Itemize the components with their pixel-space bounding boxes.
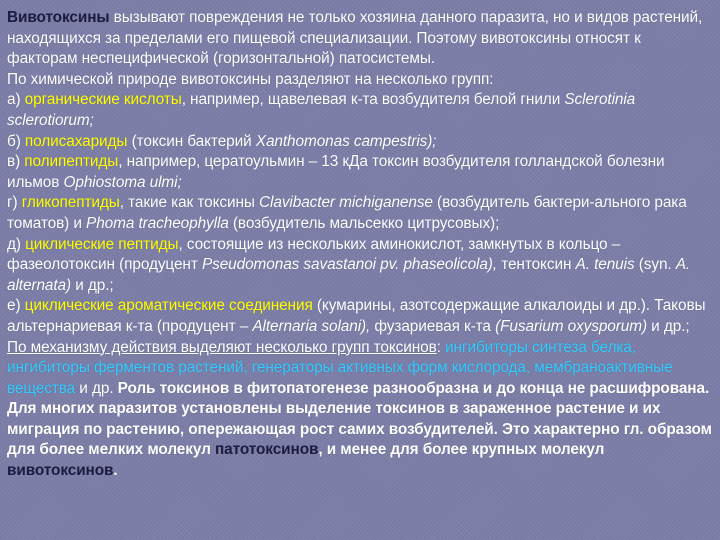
list-item-a [7,90,715,131]
item-a-text: , например, щавелевая к-та возбудителя белой гнили [181,91,565,109]
species-alternaria: Alternaria solani), [252,317,371,335]
mechanism-end: и др. [75,379,118,397]
item-d-prefix: д) [7,235,26,253]
term-organic-acids: органические кислоты [24,91,182,109]
species-a-tenuis: A. tenuis [575,256,635,274]
species-a-alternata: A. alternata) [7,256,691,294]
item-a-prefix: а) [7,91,25,109]
item-d-text: , состоящие из нескольких аминокислот, замкнутых в кольцо – фазеолотоксин (продуцент [7,235,621,274]
species-sclerotinia: Sclerotinia sclerotiorum; [7,91,636,129]
item-e-text: (кумарины, азотсодержащие алкалоиды и др.). Таковы альтернариевая к-та (продуцент – [7,297,706,335]
item-g-text3: (возбудитель мальсекко цитрусовых); [228,214,500,232]
species-phoma: Phoma tracheophylla [86,214,229,232]
paragraph-mechanism [7,338,715,482]
item-g-text: , такие как токсины [119,194,260,212]
species-clavibacter: Clavibacter michiganense [259,194,433,212]
list-item-g [7,193,715,234]
term-polysaccharides: полисахариды [24,132,128,150]
role-text: Роль токсинов в фитопатогенезе разнообразна и до конца не расшифрована. Для многих паразитов установлены выделение токсинов в зараженное растение и их миграция по растению, опережающая рост самих возбудителей. Это характерно гл. образом для более мелких молекул [7,379,712,459]
role-end: . [113,462,118,480]
title-term: Вивотоксины [7,9,110,26]
role-mid: , и менее для более крупных молекул [318,441,605,459]
intro-text: вызывают повреждения не только хозяина данного паразита, но и видов растений, находящихся за пределами его пищевой специализации. Поэтому вивотоксины относят к факторам неспецифической (горизонтальной) патосистемы. [7,9,703,68]
item-e-text2: фузариевая к-та [370,317,496,335]
item-e-prefix: е) [7,297,25,315]
term-cyclic-peptides: циклические пептиды [25,235,179,253]
item-d-text4: и др.; [71,276,114,294]
species-pseudomonas: Pseudomonas savastanoi pv. phaseolicola), [201,256,498,274]
item-g-prefix: г) [7,194,22,212]
item-b-prefix: б) [7,132,25,150]
item-e-text3: и др.; [647,317,690,335]
list-item-e [7,296,715,337]
list-item-d [7,235,715,297]
item-b-text: (токсин бактерий [127,132,256,150]
term-pathotoxins: патотоксинов [214,441,319,459]
species-xanthomonas: Xanthomonas campestris); [255,132,437,150]
list-item-b [7,132,715,153]
term-glycopeptides: гликопептиды [21,194,120,212]
slide-body [7,8,715,482]
species-ophiostoma: Ophiostoma ulmi; [63,173,182,191]
mechanism-heading: По механизму действия выделяют несколько групп токсинов [7,338,437,356]
term-vivotoxins: вивотоксинов [7,462,114,480]
paragraph-intro [7,8,715,70]
item-g-text2: (возбудитель бактери-ального рака томатов) и [7,194,687,232]
item-d-text2: тентоксин [497,256,576,274]
list-item-v [7,152,715,193]
item-d-text3: (syn. [634,256,676,274]
term-cyclic-aromatic: циклические ароматические соединения [24,297,313,315]
term-polypeptides: полипептиды [24,153,119,171]
mechanism-colon: : [436,338,446,356]
species-fusarium: (Fusarium oxysporum) [495,317,647,335]
mechanism-groups: ингибиторы синтеза белка, ингибиторы ферментов растений, генераторы активных форм кислорода, мембраноактивные вещества [7,338,673,397]
item-v-text: , например, цератоульмин – 13 кДа токсин возбудителя голландской болезни ильмов [7,153,665,191]
paragraph-groups-intro: По химической природе вивотоксины разделяют на несколько групп: [7,70,494,88]
item-v-prefix: в) [7,153,25,171]
